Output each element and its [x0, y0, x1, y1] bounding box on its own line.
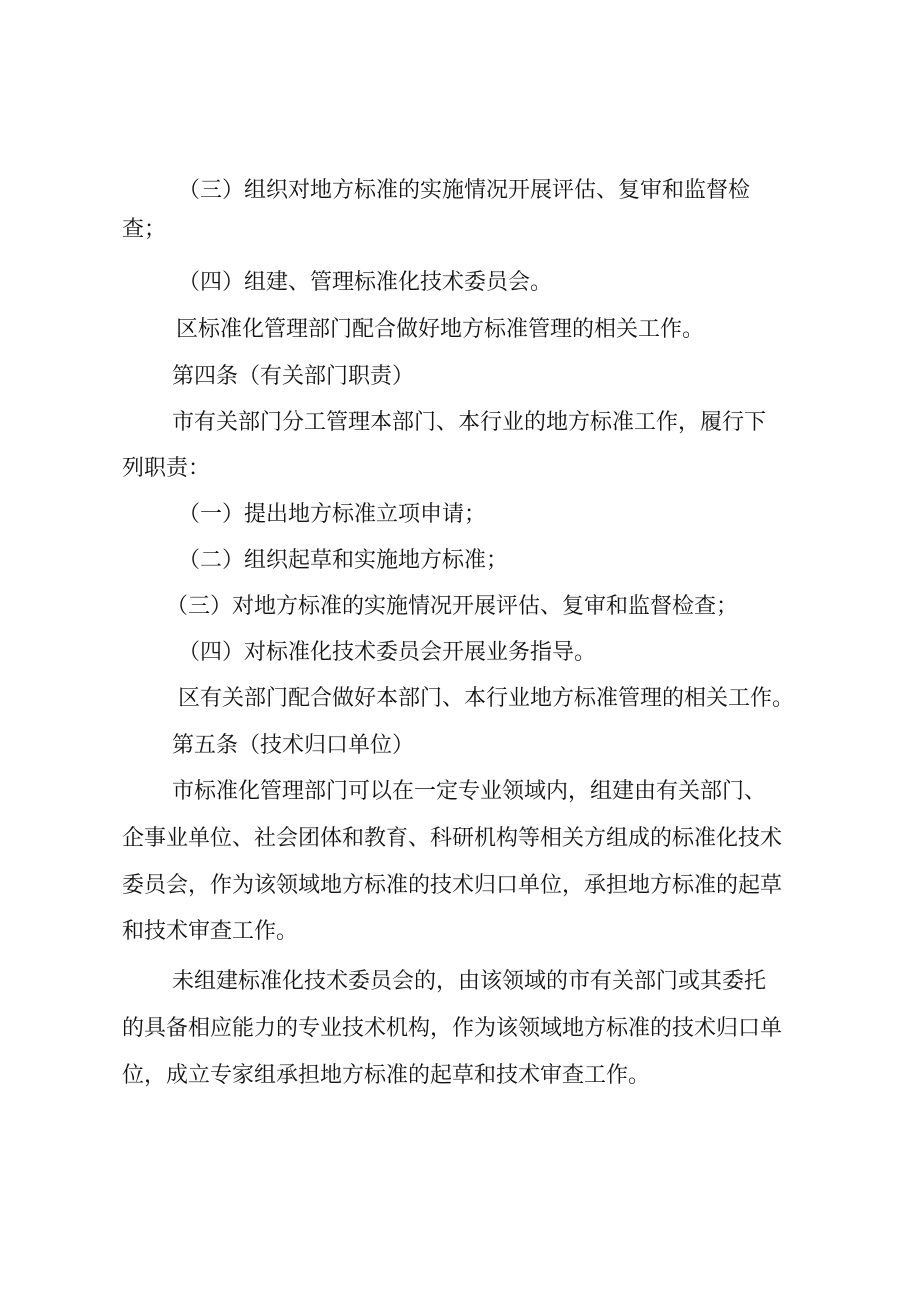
- text-line: 的具备相应能力的专业技术机构，作为该领域地方标准的技术归口单: [122, 1016, 783, 1041]
- text-line: （四）对标准化技术委员会开展业务指导。: [178, 640, 597, 665]
- text-line: 位，成立专家组承担地方标准的起草和技术审查工作。: [122, 1063, 651, 1088]
- text-line: 委员会，作为该领域地方标准的技术归口单位，承担地方标准的起草: [122, 873, 783, 898]
- text-line: 市有关部门分工管理本部门、本行业的地方标准工作，履行下: [172, 410, 767, 435]
- article-heading: 第五条（技术归口单位）: [172, 733, 415, 758]
- text-line: （四）组建、管理标准化技术委员会。: [178, 270, 553, 295]
- text-line: 区有关部门配合做好本部门、本行业地方标准管理的相关工作。: [178, 686, 795, 711]
- text-line: （一）提出地方标准立项申请；: [178, 502, 487, 527]
- text-line: 企事业单位、社会团体和教育、科研机构等相关方组成的标准化技术: [122, 826, 783, 851]
- article-heading: 第四条（有关部门职责）: [172, 364, 415, 389]
- text-line: 查；: [122, 217, 167, 242]
- text-line: 和技术审查工作。: [122, 919, 299, 944]
- text-line: 区标准化管理部门配合做好地方标准管理的相关工作。: [176, 317, 705, 342]
- text-line: 市标准化管理部门可以在一定专业领域内，组建由有关部门、: [172, 779, 767, 804]
- text-line: 列职责：: [122, 456, 211, 481]
- text-line: （三）对地方标准的实施情况开展评估、复审和监督检查；: [166, 594, 739, 619]
- text-line: （三）组织对地方标准的实施情况开展评估、复审和监督检: [178, 178, 751, 203]
- text-line: 未组建标准化技术委员会的，由该领域的市有关部门或其委托: [172, 969, 767, 994]
- text-line: （二）组织起草和实施地方标准；: [178, 548, 509, 573]
